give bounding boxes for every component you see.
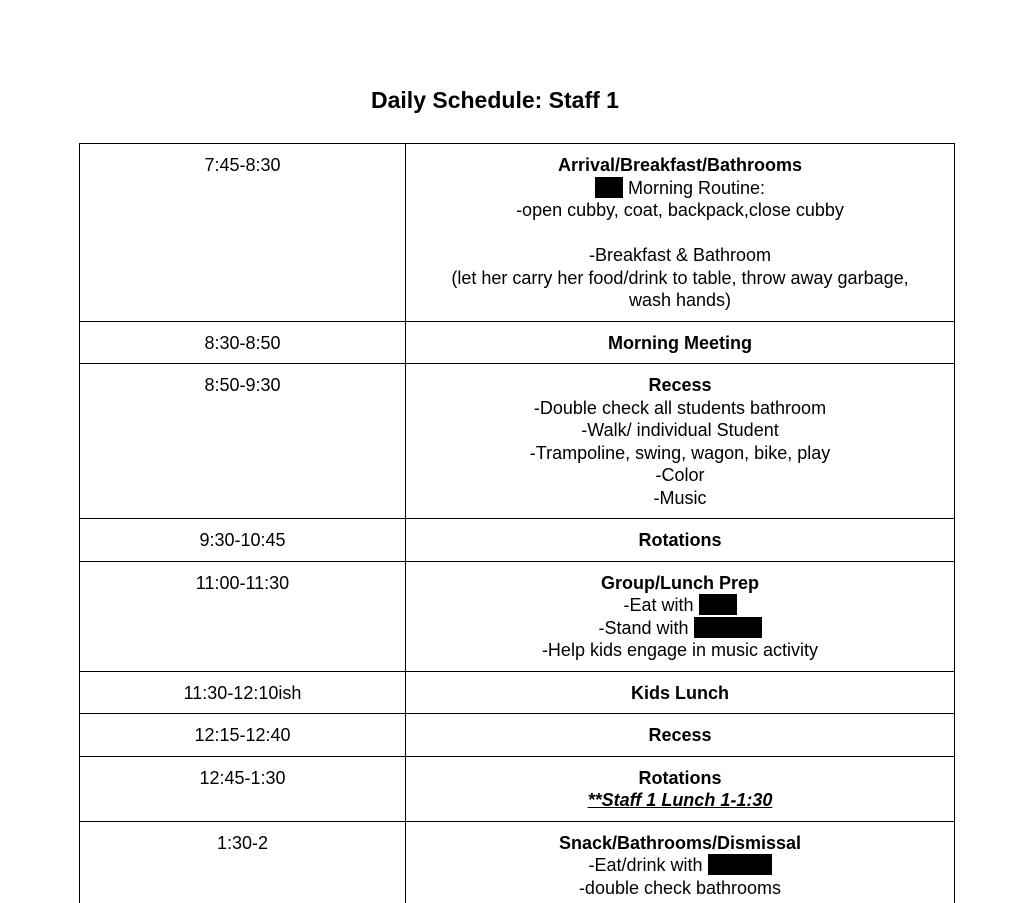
activity-cell xyxy=(406,671,955,714)
activity-line xyxy=(414,594,946,617)
activity-line xyxy=(414,854,946,877)
activity-line xyxy=(414,177,946,200)
time-cell: 12:45-1:30 xyxy=(80,756,406,821)
time-cell: 8:50-9:30 xyxy=(80,364,406,519)
time-cell: 12:15-12:40 xyxy=(80,714,406,757)
activity-line: -Help kids engage in music activity xyxy=(541,640,819,660)
routine-label: Morning Routine: xyxy=(627,177,766,198)
activity-heading: Group/Lunch Prep xyxy=(600,572,759,593)
redaction-box xyxy=(708,854,772,875)
table-row xyxy=(80,821,955,903)
activity-line: wash hands) xyxy=(628,290,732,310)
activity-line: (let her carry her food/drink to table, throw away garbage, xyxy=(451,267,909,288)
table-row xyxy=(80,144,955,322)
table-row xyxy=(80,519,955,562)
activity-heading: Recess xyxy=(648,375,712,395)
staff-lunch-note: **Staff 1 Lunch 1-1:30 xyxy=(587,790,773,810)
redaction-box xyxy=(699,594,737,615)
table-row xyxy=(80,756,955,821)
activity-cell xyxy=(406,321,955,364)
activity-cell xyxy=(406,821,955,903)
activity-heading: Kids Lunch xyxy=(631,682,729,703)
page-title: Daily Schedule: Staff 1 xyxy=(371,87,619,113)
activity-line: -Double check all students bathroom xyxy=(533,397,827,418)
activity-line: -Walk/ individual Student xyxy=(581,420,779,440)
activity-line: -double check bathrooms xyxy=(578,877,782,898)
time-cell: 7:45-8:30 xyxy=(80,144,406,322)
table-row xyxy=(80,714,955,757)
activity-line xyxy=(414,899,946,903)
redaction-box xyxy=(694,617,762,638)
eat-drink-with-label: -Eat/drink with xyxy=(588,855,703,875)
activity-line: -Breakfast & Bathroom xyxy=(588,245,772,265)
activity-heading: Rotations xyxy=(638,530,722,550)
activity-line: -Trampoline, swing, wagon, bike, play xyxy=(529,442,831,463)
activity-cell xyxy=(406,756,955,821)
activity-heading: Rotations xyxy=(638,767,722,788)
time-cell: 9:30-10:45 xyxy=(80,519,406,562)
table-row xyxy=(80,364,955,519)
spacer xyxy=(414,222,946,245)
table-row xyxy=(80,321,955,364)
activity-line xyxy=(414,617,946,640)
activity-cell xyxy=(406,714,955,757)
activity-heading: Snack/Bathrooms/Dismissal xyxy=(558,832,802,853)
activity-heading: Morning Meeting xyxy=(608,332,752,353)
table-row xyxy=(80,561,955,671)
stand-with-label: -Stand with xyxy=(598,617,689,638)
table-row xyxy=(80,671,955,714)
activity-cell xyxy=(406,364,955,519)
activity-line: -Color xyxy=(655,465,705,485)
activity-cell xyxy=(406,519,955,562)
activity-cell xyxy=(406,144,955,322)
time-cell: 11:30-12:10ish xyxy=(80,671,406,714)
time-cell: 1:30-2 xyxy=(80,821,406,903)
activity-cell xyxy=(406,561,955,671)
time-cell: 11:00-11:30 xyxy=(80,561,406,671)
eat-with-label: -Eat with xyxy=(623,595,694,615)
time-cell: 8:30-8:50 xyxy=(80,321,406,364)
schedule-table xyxy=(79,143,955,903)
activity-line: -open cubby, coat, backpack,close cubby xyxy=(516,200,844,220)
activity-heading: Recess xyxy=(648,725,712,745)
activity-line: -Music xyxy=(653,487,707,508)
redaction-box xyxy=(595,177,623,198)
activity-heading: Arrival/Breakfast/Bathrooms xyxy=(557,155,803,175)
